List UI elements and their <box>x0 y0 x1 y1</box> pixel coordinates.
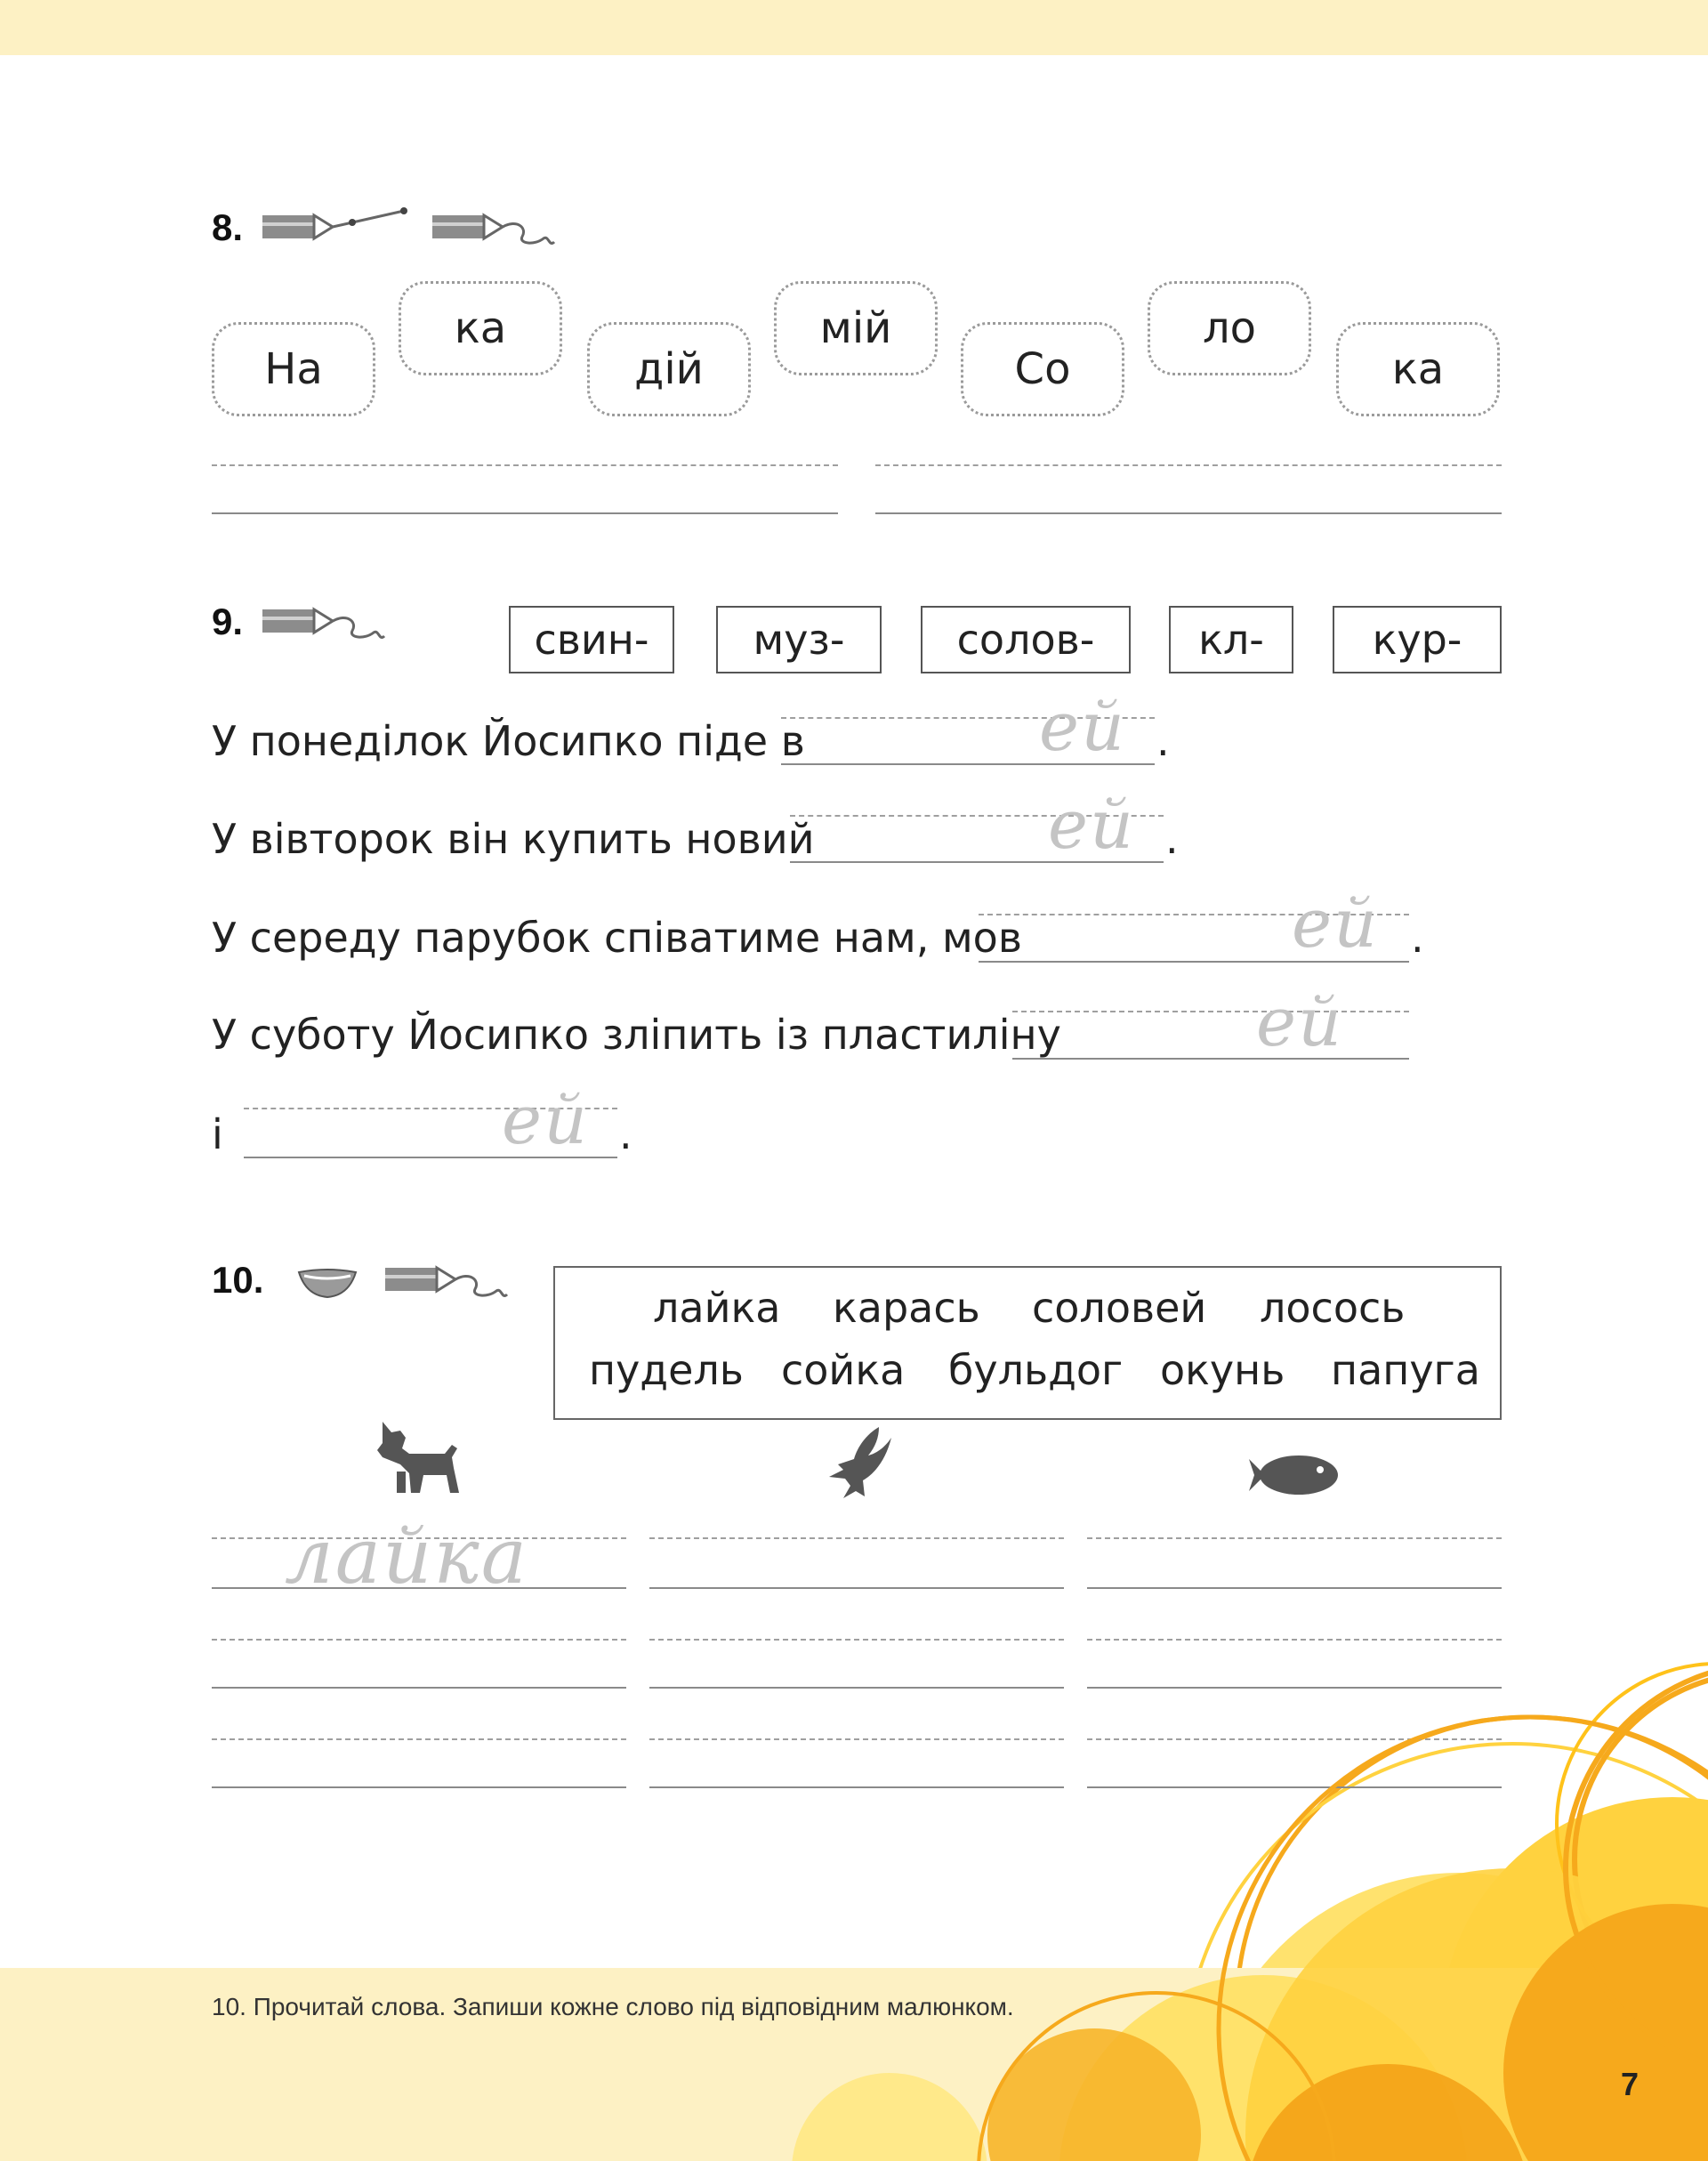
period: . <box>1165 815 1179 863</box>
sentence: і <box>212 1110 223 1158</box>
word-bank-word: карась <box>833 1284 980 1332</box>
sentence: У середу парубок співатиме нам, мов <box>212 914 1022 962</box>
syllable-card: ка <box>1336 322 1500 416</box>
period: . <box>1411 914 1424 962</box>
word-part-box: свин- <box>509 606 674 673</box>
word-bank-word: лосось <box>1260 1284 1406 1332</box>
word-bank-word: сойка <box>781 1346 906 1394</box>
ending-hint: ей <box>1256 982 1343 1061</box>
sentence: У вівторок він купить новий <box>212 815 815 863</box>
ending-hint: ей <box>1048 785 1135 864</box>
word-bank-word: окунь <box>1160 1346 1285 1394</box>
sentence: У понеділок Йосипко піде в <box>212 717 805 765</box>
ending-hint: ей <box>1039 687 1126 766</box>
word-part-box: солов- <box>921 606 1131 673</box>
word-bank-word: пудель <box>589 1346 744 1394</box>
syllable-card: ло <box>1148 281 1311 375</box>
word-part-box: кл- <box>1169 606 1293 673</box>
syllable-card: Со <box>961 322 1124 416</box>
word-bank-word: папуга <box>1331 1346 1480 1394</box>
task-9-number: 9. <box>212 601 244 642</box>
syllable-card: На <box>212 322 375 416</box>
word-bank-word: лайка <box>653 1284 781 1332</box>
ending-hint: ей <box>502 1080 589 1159</box>
instruction-text: 10. Прочитай слова. Запиши кожне слово під відповідним малюнком. <box>212 1993 1014 2020</box>
task-10-number: 10. <box>212 1259 264 1301</box>
period: . <box>619 1110 632 1158</box>
sentence: У суботу Йосипко зліпить із пластиліну <box>212 1011 1061 1059</box>
period: . <box>1156 717 1170 765</box>
word-part-box: муз- <box>716 606 882 673</box>
word-bank-word: бульдог <box>948 1346 1124 1394</box>
word-bank-word: соловей <box>1032 1284 1207 1332</box>
ending-hint: ей <box>1292 883 1379 963</box>
syllable-card: дій <box>587 322 751 416</box>
sample-word: лайка <box>285 1512 529 1601</box>
word-part-box: кур- <box>1333 606 1502 673</box>
page-number: 7 <box>1621 2066 1640 2102</box>
task-8-number: 8. <box>212 206 244 248</box>
syllable-card: ка <box>399 281 562 375</box>
syllable-card: мій <box>774 281 938 375</box>
